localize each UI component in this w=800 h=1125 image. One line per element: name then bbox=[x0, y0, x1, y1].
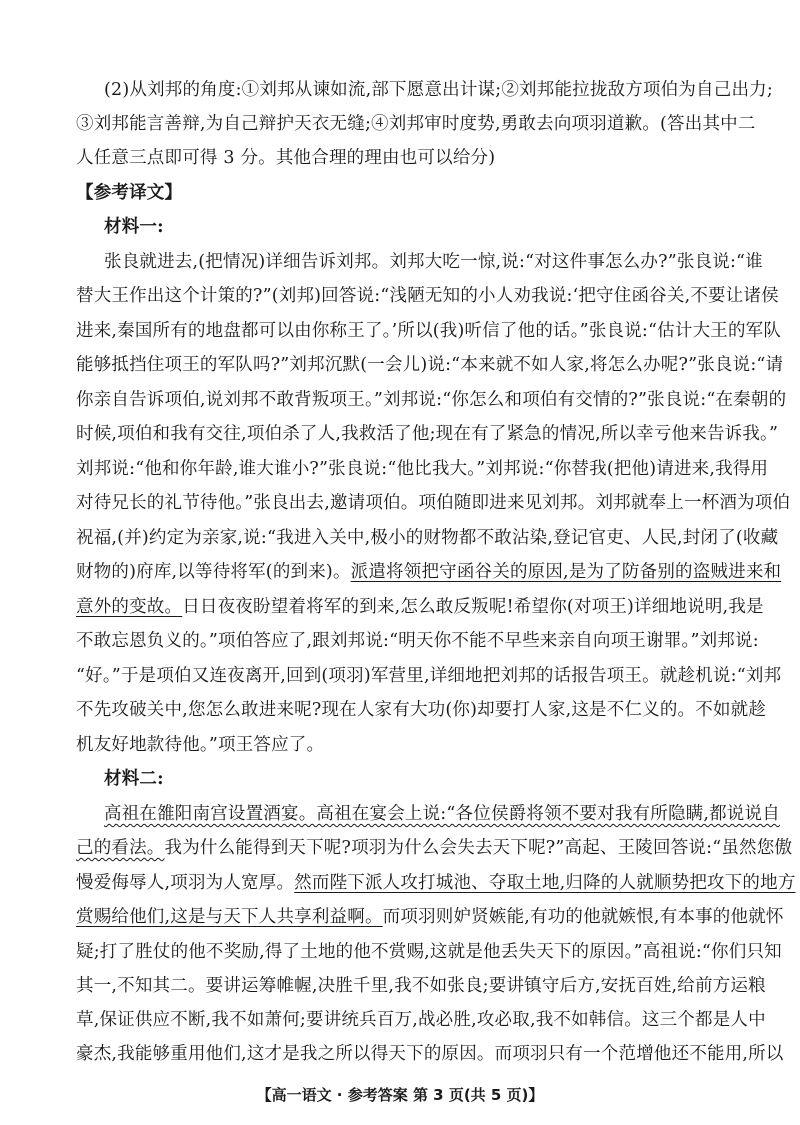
translation-line bbox=[76, 595, 764, 619]
translation-line: 机友好地款待他。”项王答应了。 bbox=[76, 735, 325, 755]
underlined-sentence: 派遣将领把守函谷关的原因,是为了防备别的盗贼进来和 bbox=[350, 562, 782, 582]
translation-line bbox=[76, 836, 792, 860]
answer-line-1: (2)从刘邦的角度:①刘邦从谏如流,部下愿意出计谋;②刘邦能拉拢敌方项伯为自己出力; bbox=[104, 80, 773, 100]
translation-line: 草,保证供应不断,我不如萧何;要讲统兵百万,战必胜,攻必取,我不如韩信。这三个都是人中 bbox=[76, 1010, 766, 1030]
underlined-sentence: 意外的变故。 bbox=[76, 597, 183, 617]
translation-line: 不敢忘恩负义的。”项伯答应了,跟刘邦说:“明天你不能不早些来亲自向项王谢罪。”刘邦说: bbox=[76, 631, 759, 651]
plain-text: 我为什么能得到天下呢?项羽为什么会失去天下呢?”高起、王陵回答说:“虽然您傲 bbox=[164, 838, 793, 858]
translation-line: 不先攻破关中,您怎么敢进来呢?现在人家有大功(你)却要打人家,这是不仁义的。不如就趁 bbox=[76, 700, 767, 720]
page-footer: 【高一语文 · 参考答案 第 3 页(共 5 页)】 bbox=[256, 1086, 544, 1104]
translation-line: 时候,项伯和我有交往,项伯杀了人,我救活了他;现在有了紧急的情况,所以幸亏他来告诉我。” bbox=[76, 424, 779, 444]
section-heading-translation: 【参考译文】 bbox=[76, 183, 183, 203]
answer-line-2: ③刘邦能言善辩,为自己辩护天衣无缝;④刘邦审时度势,勇敢去向项羽道歉。(答出其中二 bbox=[76, 114, 756, 134]
plain-text: 而项羽则妒贤嫉能,有功的他就嫉恨,有本事的他就怀 bbox=[382, 907, 784, 927]
plain-text: 日日夜夜盼望着将军的到来,怎么敢反叛呢!希望你(对项王)详细地说明,我是 bbox=[182, 597, 764, 617]
translation-line: 其一,不知其二。要讲运筹帷幄,决胜千里,我不如张良;要讲镇守后方,安抚百姓,给前方运粮 bbox=[76, 976, 766, 996]
material-one-heading: 材料一: bbox=[104, 217, 164, 237]
answer-line-3: 人任意三点即可得 3 分。其他合理的理由也可以给分) bbox=[76, 148, 496, 168]
translation-line: 张良就进去,(把情况)详细告诉刘邦。刘邦大吃一惊,说:“对这件事怎么办?”张良说:“谁 bbox=[104, 252, 763, 272]
underlined-sentence: 赏赐给他们,这是与天下人共享利益啊。 bbox=[76, 907, 383, 927]
translation-line: 你亲自告诉项伯,说刘邦不敢背叛项王。”刘邦说:“你怎么和项伯有交情的?”张良说:“在秦朝的 bbox=[76, 390, 787, 410]
translation-line: 刘邦说:“他和你年龄,谁大谁小?”张良说:“他比我大。”刘邦说:“你替我(把他)请进来,我得用 bbox=[76, 459, 769, 479]
material-two-heading: 材料二: bbox=[104, 769, 164, 789]
translation-line: “好。”于是项伯又连夜离开,回到(项羽)军营里,详细地把刘邦的话报告项王。就趁机说:“刘邦 bbox=[76, 666, 782, 686]
translation-line bbox=[76, 871, 796, 895]
translation-line bbox=[76, 905, 784, 929]
translation-line: 替大王作出这个计策的?”(刘邦)回答说:“浅陋无知的小人劝我说:‘把守住函谷关,不要让诸侯 bbox=[76, 286, 779, 306]
plain-text: 财物的)府库,以等待将军(的到来)。 bbox=[76, 562, 351, 582]
translation-line bbox=[76, 560, 781, 584]
translation-line: 对待兄长的礼节待他。”张良出去,邀请项伯。项伯随即进来见刘邦。刘邦就奉上一杯酒为项伯 bbox=[76, 493, 791, 513]
translation-line: 能够抵挡住项王的军队吗?”刘邦沉默(一会儿)说:“本来就不如人家,将怎么办呢?”张良说:“请 bbox=[76, 355, 784, 375]
translation-line: 豪杰,我能够重用他们,这才是我之所以得天下的原因。而项羽只有一个范增他还不能用,所以 bbox=[76, 1044, 784, 1064]
plain-text: 慢爱侮辱人,项羽为人宽厚。 bbox=[76, 873, 295, 893]
underlined-sentence: 高祖在雒阳南宫设置酒宴。高祖在宴会上说:“各位侯爵将领不要对我有所隐瞒,都说说自 bbox=[104, 804, 780, 824]
translation-line: 进来,秦国所有的地盘都可以由你称王了。’所以(我)听信了他的话。”张良说:“估计大王的军队 bbox=[76, 321, 782, 341]
underlined-sentence: 己的看法。 bbox=[76, 838, 165, 858]
underlined-sentence: 然而陛下派人攻打城池、夺取土地,归降的人就顺势把攻下的地方 bbox=[294, 873, 796, 893]
translation-line: 疑;打了胜仗的他不奖励,得了土地的他不赏赐,这就是他丢失天下的原因。”高祖说:“你们只知 bbox=[76, 942, 782, 962]
translation-line bbox=[104, 802, 780, 826]
translation-line: 祝福,(并)约定为亲家,说:“我进入关中,极小的财物都不敢沾染,登记官吏、人民,封闭了(收藏 bbox=[76, 528, 779, 548]
